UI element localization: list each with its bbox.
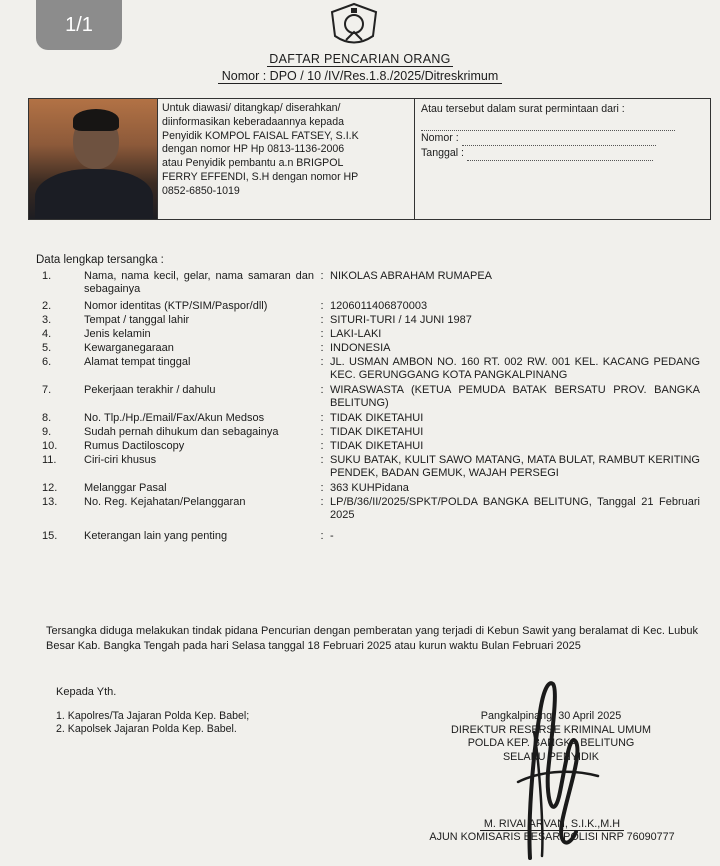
date-label: Tanggal <box>421 147 459 159</box>
suspect-data-heading: Data lengkap tersangka : <box>36 254 164 266</box>
list-item: 1. Nama, nama kecil, gelar, nama samaran dan sebagainya : NIKOLAS ABRAHAM RUMAPEA <box>42 270 492 295</box>
recipients-heading: Kepada Yth. <box>56 686 117 698</box>
list-item: 6. Alamat tempat tinggal : JL. USMAN AMBON NO. 160 RT. 002 RW. 001 KEL. KACANG PEDANG KEC. GERUNGGANG KOTA PANGKALPINANG <box>42 356 700 381</box>
list-item: 8. No. Tlp./Hp./Email/Fax/Akun Medsos : TIDAK DIKETAHUI <box>42 412 424 424</box>
document-number: Nomor : DPO / 10 /IV/Res.1.8./2025/Ditreskrimum <box>0 69 720 83</box>
signer-unit: POLDA KEP. BANGKA BELITUNG <box>467 737 635 749</box>
list-item: 7. Pekerjaan terakhir / dahulu : WIRASWASTA (KETUA PEMUDA BATAK BERSATU PROV. BANGKA BELITUNG) <box>42 384 700 409</box>
signer-position: DIREKTUR RESERSE KRIMINAL UMUM <box>451 723 651 736</box>
suspect-data-list <box>36 270 700 544</box>
list-item: 4. Jenis kelamin : LAKI-LAKI <box>42 328 382 340</box>
list-item: 12. Melanggar Pasal : 363 KUHPidana <box>42 482 409 494</box>
case-description: Tersangka diduga melakukan tindak pidana Pencurian dengan pemberatan yang terjadi di Kebun Sawit yang beralamat di Kec. Lubuk Besar Kab. Bangka Tengah pada hari Selasa tanggal 18 Februari 2025 atau kurun waktu Bulan Februari 2025 <box>46 625 698 652</box>
signer-name: M. RIVAI ARVAN, S.I.K.,M.H <box>480 818 624 831</box>
list-item: 9. Sudah pernah dihukum dan sebagainya : TIDAK DIKETAHUI <box>42 426 424 438</box>
recipients-list <box>56 710 249 736</box>
handwritten-signature <box>498 672 608 860</box>
signer-role: SELAKU PENYIDIK <box>502 750 599 763</box>
page-indicator: 1/1 <box>36 0 122 50</box>
list-item: 11. Ciri-ciri khusus : SUKU BATAK, KULIT SAWO MATANG, MATA BULAT, RAMBUT KERITING PENDEK, BADAN GEMUK, WAJAH PERSEGI <box>42 454 700 479</box>
request-from-label: Atau tersebut dalam surat permintaan dari : <box>421 103 625 115</box>
list-item: 1. Kapolres/Ta Jajaran Polda Kep. Babel; <box>56 710 250 722</box>
info-box <box>28 98 711 220</box>
number-label: Nomor <box>421 132 453 144</box>
request-section: Atau tersebut dalam surat permintaan dari : Nomor : Tanggal : <box>415 99 710 219</box>
list-item: 2. Kapolsek Jajaran Polda Kep. Babel. <box>56 723 237 735</box>
place-date: Pangkalpinang, 30 April 2025 <box>480 710 622 722</box>
list-item: 5. Kewarganegaraan : INDONESIA <box>42 342 391 354</box>
contact-description: Untuk diawasi/ ditangkap/ diserahkan/ diinformasikan keberadaannya kepada Penyidik KOMPOL FAISAL FATSEY, S.I.K dengan nomor HP Hp 0813-1136-2006 atau Penyidik pembantu a.n BRIGPOL FERRY EFFENDI, S.H dengan nomor HP 0852-6850-1019 <box>157 99 415 219</box>
list-item: 3. Tempat / tanggal lahir : SITURI-TURI / 14 JUNI 1987 <box>42 314 472 326</box>
police-emblem-icon <box>326 2 382 50</box>
document-title: DAFTAR PENCARIAN ORANG <box>269 52 451 66</box>
list-item: 2. Nomor identitas (KTP/SIM/Paspor/dll) : 1206011406870003 <box>42 300 428 312</box>
suspect-photo <box>29 99 157 219</box>
list-item: 10. Rumus Dactiloscopy : TIDAK DIKETAHUI <box>42 440 424 452</box>
signer-rank: AJUN KOMISARIS BESAR POLISI NRP 76090777 <box>429 831 675 843</box>
list-item: 15. Keterangan lain yang penting : - <box>42 530 334 542</box>
list-item: 13. No. Reg. Kejahatan/Pelanggaran : LP/B/36/II/2025/SPKT/POLDA BANGKA BELITUNG, Tanggal 21 Februari 2025 <box>42 496 700 521</box>
